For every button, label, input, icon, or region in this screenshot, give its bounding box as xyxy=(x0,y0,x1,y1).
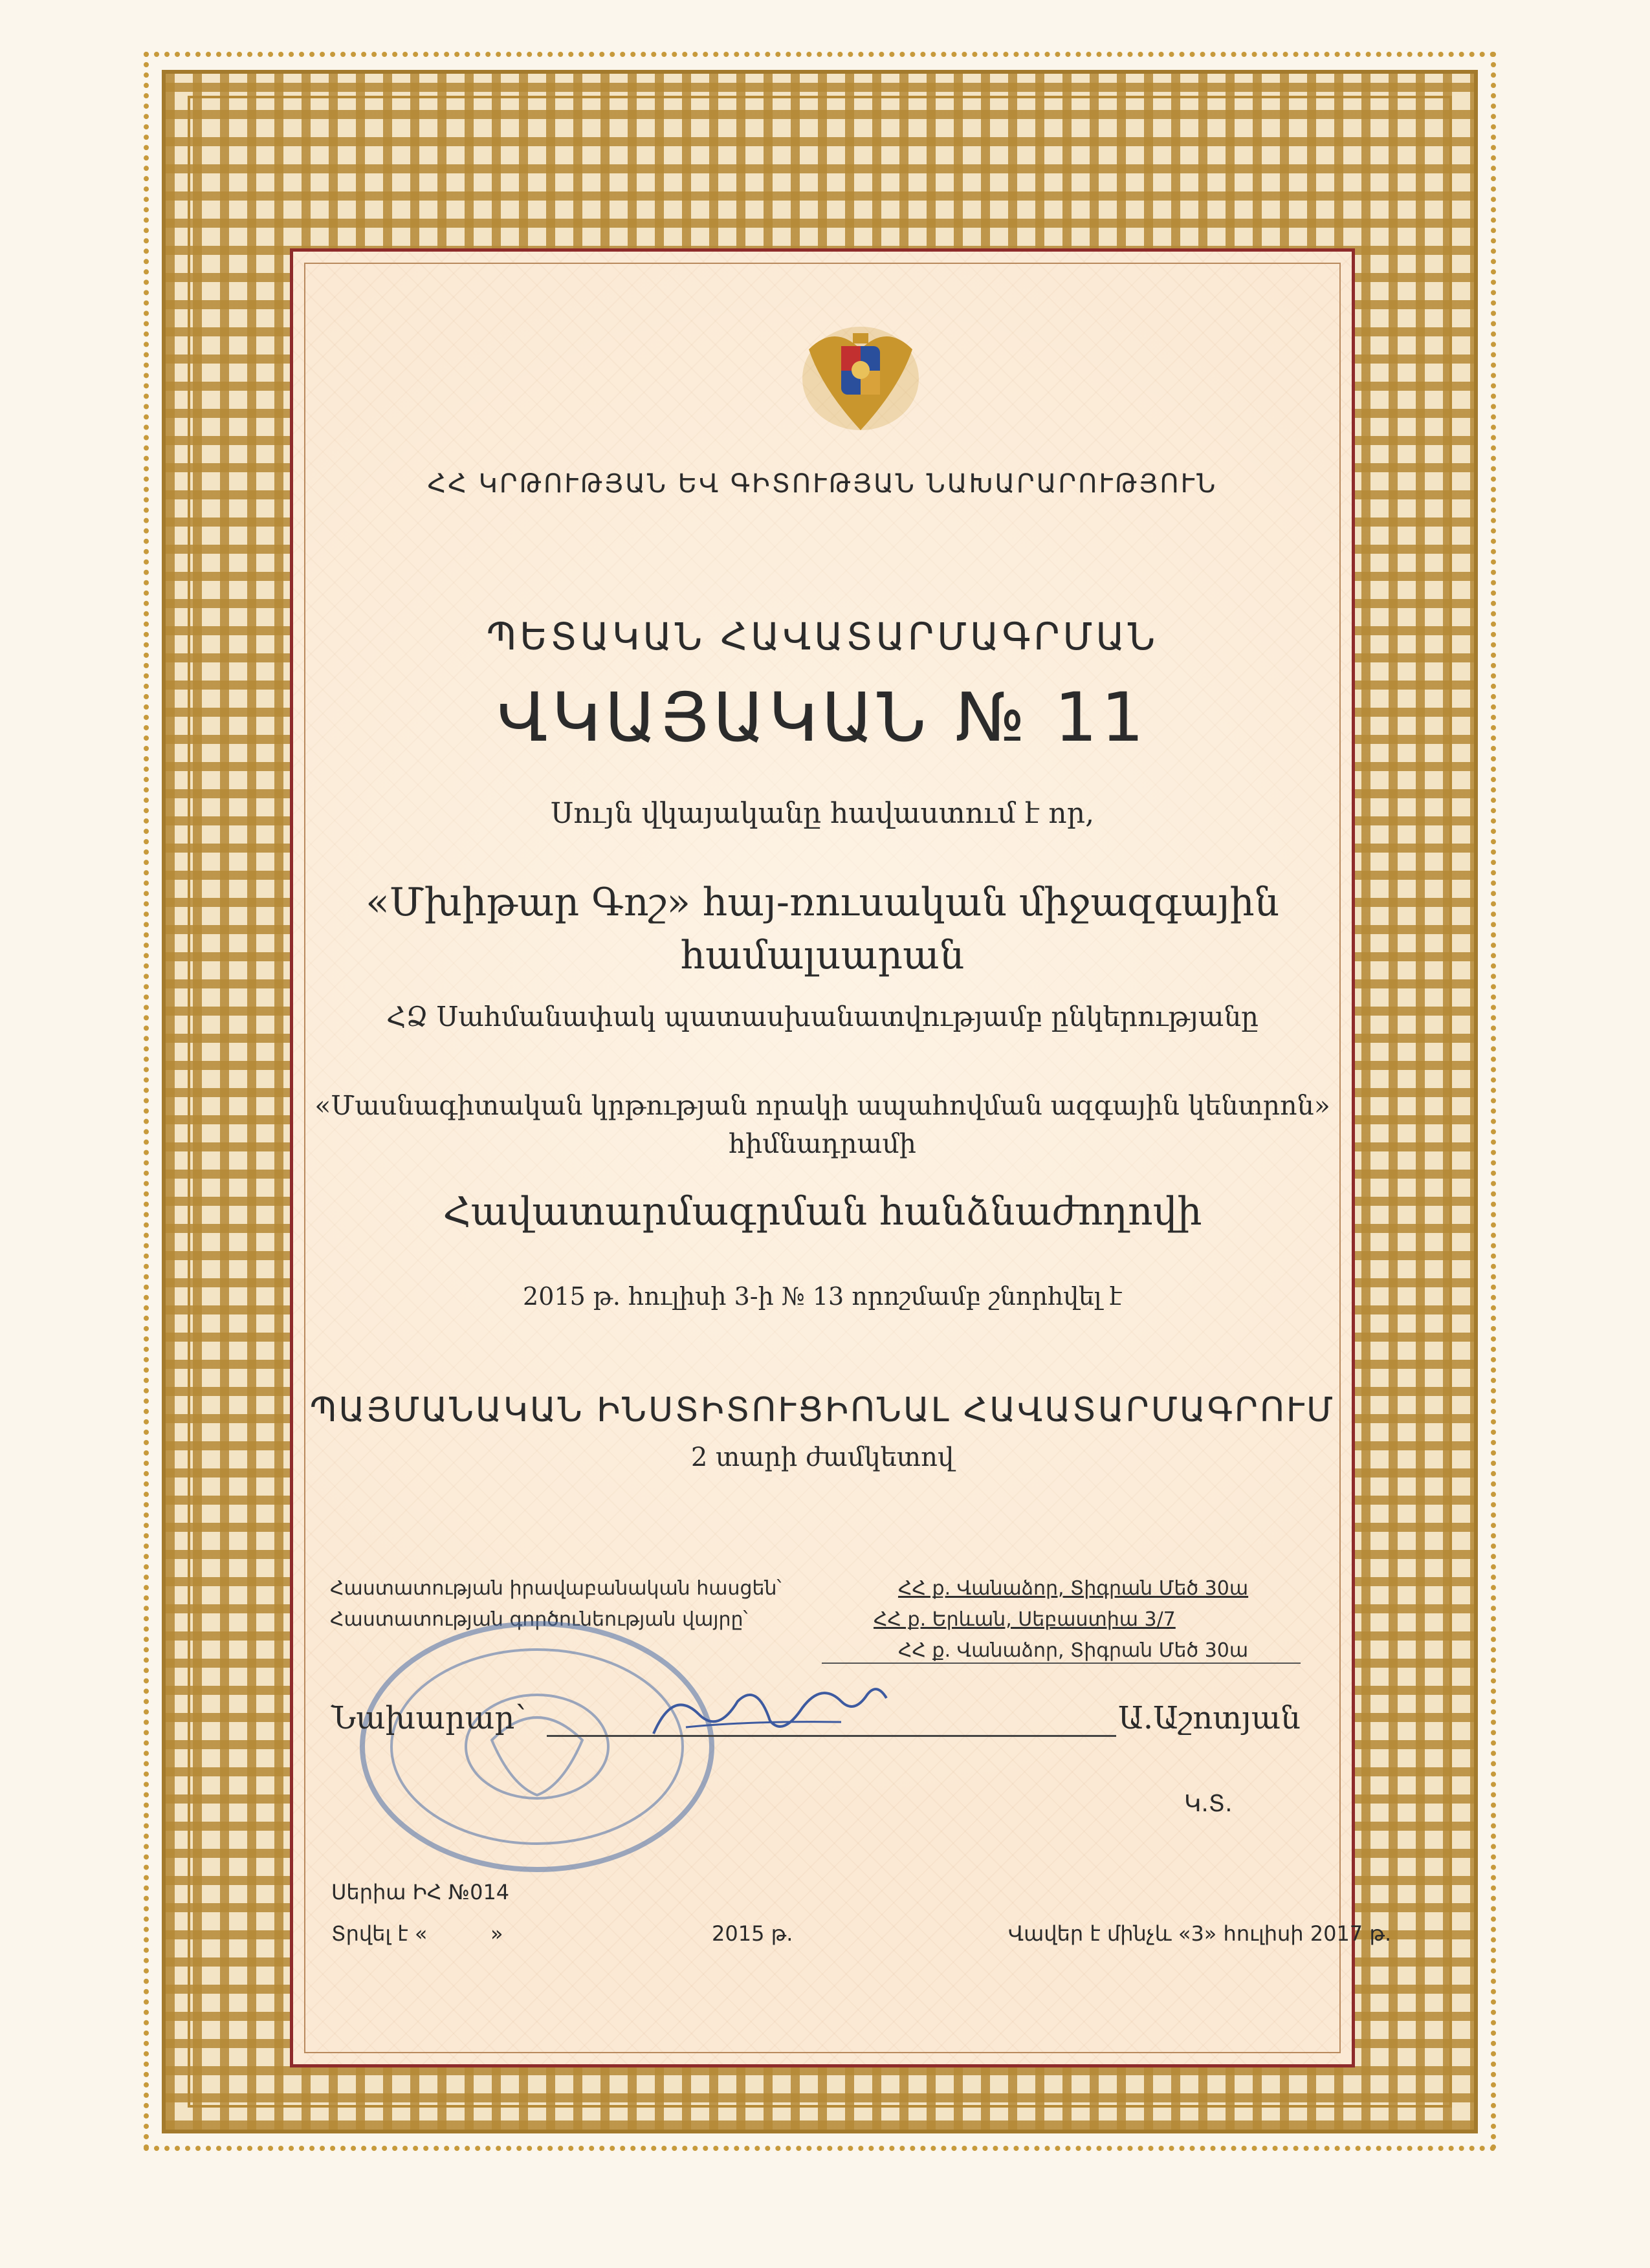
committee-name: Հավատարմագրման հանձնաժողովի xyxy=(443,1189,1202,1234)
activity-address-value-1: ՀՀ ք. Երևան, Սեբաստիա 3/7 xyxy=(874,1608,1176,1631)
certificate-title: ՎԿԱՅԱԿԱՆ № 11 xyxy=(497,678,1148,757)
signature-line xyxy=(547,1735,1116,1737)
legal-address-value: ՀՀ ք. Վանաձոր, Տիգրան Մեծ 30ա xyxy=(898,1577,1249,1600)
ministry-name: ՀՀ ԿՐԹՈՒԹՅԱՆ ԵՎ ԳԻՏՈՒԹՅԱՆ ՆԱԽԱՐԱՐՈՒԹՅՈՒՆ xyxy=(427,469,1218,499)
activity-address-underline xyxy=(822,1663,1301,1664)
institution-name-line-2: համալսարան xyxy=(680,933,965,978)
issued-date-label: Տրվել է « xyxy=(331,1921,428,1946)
decision-text: 2015 թ. հուլիսի 3-ի № 13 որոշմամբ շնորհվել է xyxy=(523,1282,1122,1311)
activity-address-label: Հաստատության գործունեության վայրը՝ xyxy=(330,1608,748,1631)
foundation-line-2: հիմնադրամի xyxy=(729,1128,916,1159)
minister-label: Նախարար՝ xyxy=(331,1700,526,1736)
issued-date-close-quote: » xyxy=(490,1921,503,1946)
legal-address-label: Հաստատության իրավաբանական հասցեն՝ xyxy=(330,1577,782,1600)
minister-name: Ա.Աշոտյան xyxy=(1118,1700,1301,1736)
activity-address-value-2: ՀՀ ք. Վանաձոր, Տիգրան Մեծ 30ա xyxy=(898,1639,1249,1662)
stamp-place-mark: Կ.Տ. xyxy=(1184,1791,1233,1817)
official-seal-stamp xyxy=(343,1611,731,1882)
valid-until: Վավեր է մինչև «3» հուլիսի 2017 թ. xyxy=(1008,1921,1392,1946)
accreditation-type: ՊԱՅՄԱՆԱԿԱՆ ԻՆՍՏԻՏՈՒՑԻՈՆԱԼ ՀԱՎԱՏԱՐՄԱԳՐՈՒՄ xyxy=(309,1391,1336,1430)
foundation-line-1: «Մասնագիտական կրթության որակի ապահովման ազգային կենտրոն» xyxy=(314,1090,1330,1121)
certify-text: Սույն վկայականը հավաստում է որ, xyxy=(550,797,1095,830)
certificate-series: Սերիա ԻՀ №014 xyxy=(331,1880,510,1904)
legal-form: ՀՁ Սահմանափակ պատասխանատվությամբ ընկերությանը xyxy=(386,1001,1259,1032)
accreditation-period: 2 տարի ժամկետով xyxy=(690,1443,954,1472)
issued-year: 2015 թ. xyxy=(712,1921,793,1946)
institution-name-line-1: «Մխիթար Գոշ» հայ-ռուսական միջազգային xyxy=(366,880,1279,925)
coat-of-arms-emblem xyxy=(796,311,925,440)
state-accreditation-heading: ՊԵՏԱԿԱՆ ՀԱՎԱՏԱՐՄԱԳՐՄԱՆ xyxy=(486,615,1159,659)
